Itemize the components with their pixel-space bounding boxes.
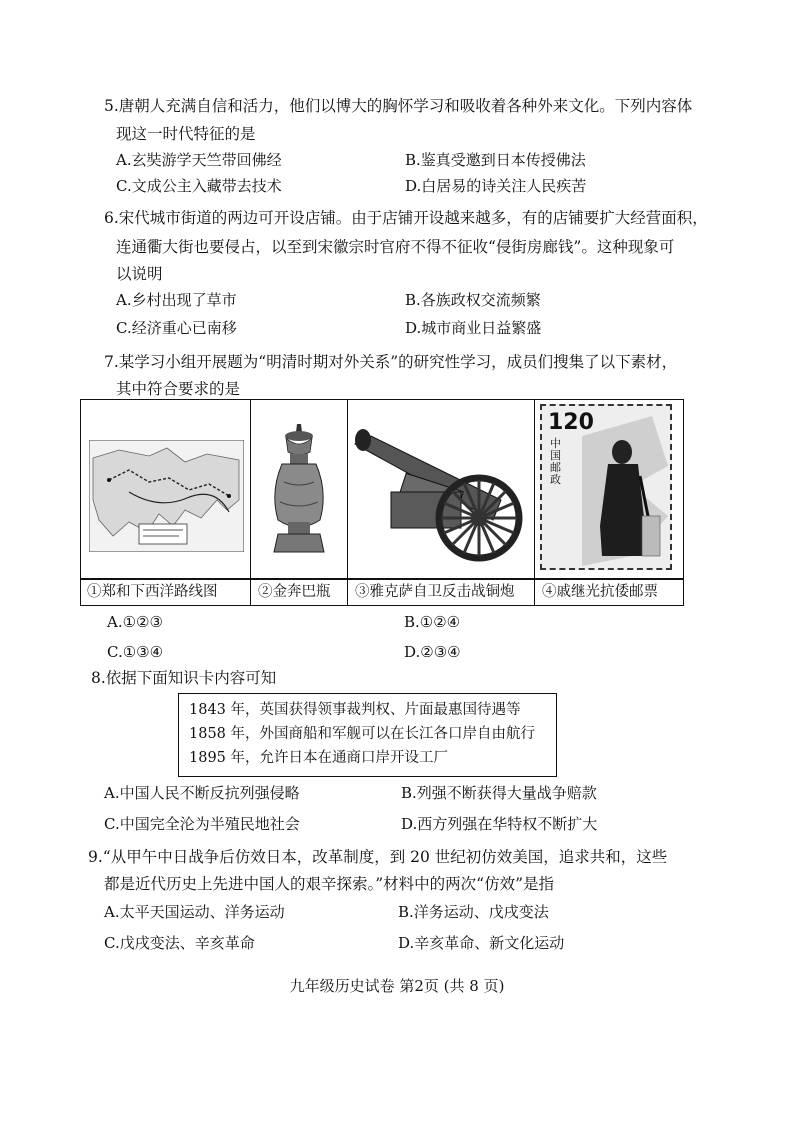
q7-caption-3: ③雅克萨自卫反击战铜炮 — [355, 584, 515, 600]
zheng-he-route-map-image — [89, 440, 244, 552]
page-footer: 九年级历史试卷 第2页 (共 8 页) — [289, 977, 505, 995]
card-line-1895: 1895 年，允许日本在通商口岸开设工厂 — [189, 750, 449, 766]
q6-option-a: A.乡村出现了草市 — [116, 291, 237, 309]
q9-option-c: C.戊戌变法、辛亥革命 — [104, 934, 255, 952]
q7-cell-cannon — [347, 400, 535, 605]
q7-option-b: B.①②④ — [404, 613, 461, 631]
q7-image-table — [80, 399, 684, 606]
knowledge-card — [178, 693, 557, 777]
q9-option-d: D.辛亥革命、新文化运动 — [398, 934, 565, 952]
q6-option-d: D.城市商业日益繁盛 — [405, 319, 542, 337]
q6-stem-line1: 6.宋代城市街道的两边可开设店铺。由于店铺开设越来越多，有的店铺要扩大经营面积， — [104, 209, 708, 227]
q7-option-a: A.①②③ — [107, 613, 163, 631]
q5-stem-line2: 现这一时代特征的是 — [116, 125, 256, 143]
q5-option-a: A.玄奘游学天竺带回佛经 — [116, 151, 282, 169]
q8-option-a: A.中国人民不断反抗列强侵略 — [104, 784, 300, 802]
q9-stem-line1: 9.“从甲午中日战争后仿效日本，改革制度，到 20 世纪初仿效美国，追求共和，这些 — [88, 848, 668, 866]
q7-caption-2: ②金奔巴瓶 — [258, 584, 331, 600]
card-line-1843: 1843 年，英国获得领事裁判权、片面最惠国待遇等 — [189, 702, 521, 718]
q7-stem-line2: 其中符合要求的是 — [116, 380, 241, 398]
q5-option-b: B.鉴真受邀到日本传授佛法 — [405, 151, 586, 169]
golden-urn-image — [264, 422, 334, 572]
q7-stem-line1: 7.某学习小组开展题为“明清时期对外关系”的研究性学习，成员们搜集了以下素材， — [104, 353, 678, 371]
q8-option-d: D.西方列强在华特权不断扩大 — [401, 815, 598, 833]
q9-option-a: A.太平天国运动、洋务运动 — [104, 903, 285, 921]
q7-cell-map — [81, 400, 251, 605]
q9-stem-line2: 都是近代历史上先进中国人的艰辛探索。”材料中的两次“仿效”是指 — [104, 875, 555, 893]
q7-cell-stamp — [534, 400, 684, 605]
qi-jiguang-stamp-image — [540, 404, 672, 570]
card-line-1858: 1858 年，外国商船和军舰可以在长江各口岸自由航行 — [189, 726, 536, 742]
q6-stem-line2: 连通衢大街也要侵占，以至到宋徽宗时官府不得不征收“侵街房廊钱”。这种现象可 — [116, 238, 675, 256]
q5-option-c: C.文成公主入藏带去技术 — [116, 177, 282, 195]
q7-cell-urn — [250, 400, 348, 605]
q7-caption-4: ④戚继光抗倭邮票 — [542, 584, 658, 600]
q8-option-c: C.中国完全沦为半殖民地社会 — [104, 815, 300, 833]
q7-option-d: D.②③④ — [404, 643, 461, 661]
q5-option-d: D.白居易的诗关注人民疾苦 — [405, 177, 587, 195]
q6-option-b: B.各族政权交流频繁 — [405, 291, 541, 309]
q7-option-c: C.①③④ — [107, 643, 164, 661]
q6-stem-line3: 以说明 — [116, 265, 163, 283]
q8-option-b: B.列强不断获得大量战争赔款 — [401, 784, 597, 802]
q6-option-c: C.经济重心已南移 — [116, 319, 237, 337]
caption-divider — [81, 578, 683, 580]
q7-caption-1: ①郑和下西洋路线图 — [87, 584, 218, 600]
bronze-cannon-image — [351, 422, 531, 572]
q9-option-b: B.洋务运动、戊戌变法 — [398, 903, 549, 921]
q5-stem-line1: 5.唐朝人充满自信和活力，他们以博大的胸怀学习和吸收着各种外来文化。下列内容体 — [104, 97, 693, 115]
stamp-country: 中国邮政 — [550, 437, 561, 486]
stamp-value: 120 — [548, 410, 594, 435]
q8-stem: 8.依据下面知识卡内容可知 — [91, 669, 277, 687]
